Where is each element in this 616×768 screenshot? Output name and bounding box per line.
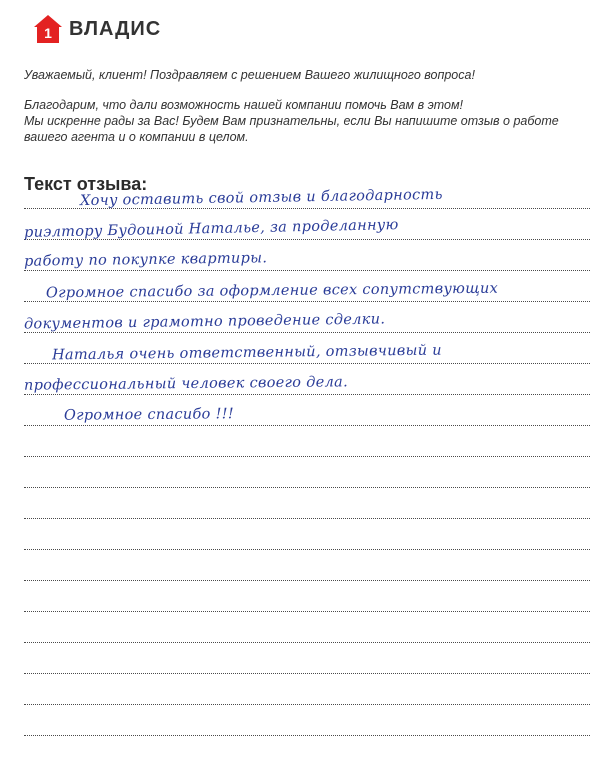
writing-line	[24, 673, 590, 674]
ruled-writing-lines	[24, 186, 590, 746]
review-heading: Текст отзыва:	[24, 174, 148, 194]
logo-badge-number: 1	[44, 25, 52, 41]
house-icon	[33, 14, 63, 44]
writing-line	[24, 642, 590, 643]
writing-line	[24, 704, 590, 705]
thanks-line: Мы искренне рады за Вас! Будем Вам признательны, если Вы напишите отзыв о работе	[24, 114, 559, 128]
writing-line	[24, 456, 590, 457]
handwritten-line: Наталья очень ответственный, отзывчивый и	[51, 342, 442, 364]
writing-line	[24, 611, 590, 612]
brand-name: ВЛАДИС	[69, 17, 162, 40]
handwritten-line: Огромное спасибо за оформление всех сопутствующих	[45, 280, 499, 302]
writing-line	[24, 425, 590, 426]
writing-line	[24, 580, 590, 581]
brand-logo	[33, 14, 161, 44]
writing-line	[24, 301, 590, 302]
handwritten-line: профессиональный человек своего дела.	[23, 374, 349, 394]
writing-line	[24, 487, 590, 488]
writing-line	[24, 270, 590, 271]
greeting-text: Уважаемый, клиент! Поздравляем с решением Вашего жилищного вопроса!	[24, 68, 475, 82]
writing-line	[24, 332, 590, 333]
writing-line	[24, 394, 590, 395]
writing-line	[24, 735, 590, 736]
handwritten-line: риэлтору Будоиной Наталье, за проделанную	[23, 217, 399, 241]
writing-line	[24, 518, 590, 519]
writing-line	[24, 549, 590, 550]
writing-line	[24, 363, 590, 364]
thanks-line: вашего агента и о компании в целом.	[24, 130, 249, 144]
handwritten-line: Огромное спасибо !!!	[63, 406, 235, 424]
thanks-line: Благодарим, что дали возможность нашей компании помочь Вам в этом!	[24, 98, 464, 112]
handwritten-line: Хочу оставить свой отзыв и благодарность	[79, 186, 443, 210]
handwritten-line: документов и грамотно проведение сделки.	[23, 311, 386, 333]
thanks-paragraph	[24, 97, 584, 145]
handwritten-line: работу по покупке квартиры.	[23, 250, 268, 270]
